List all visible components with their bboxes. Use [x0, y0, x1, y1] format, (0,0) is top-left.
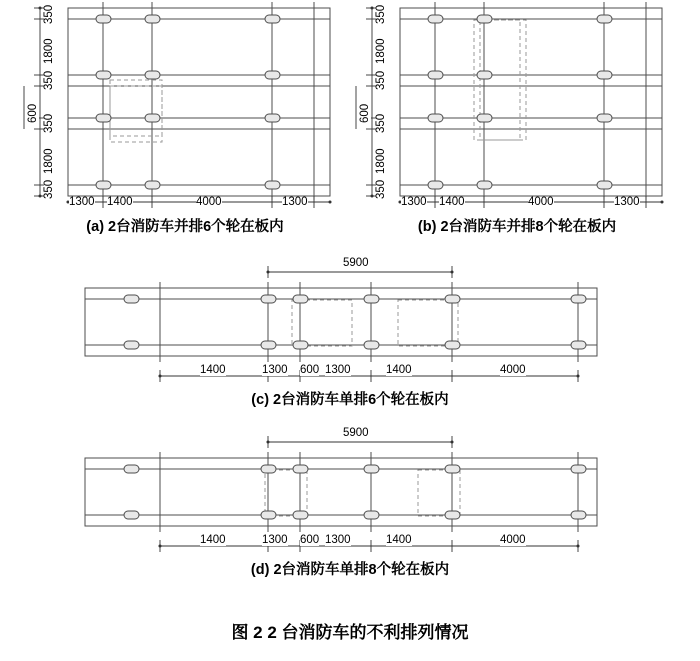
panel-c-dim-1400-left: 1400	[200, 364, 226, 376]
panel-a-vdim-350-1: 350	[43, 4, 55, 24]
panel-b-vdim-1800-2: 1800	[375, 148, 387, 174]
panel-a-vdim-600: 600	[27, 103, 39, 123]
panel-c-dim-1400-right: 1400	[386, 364, 412, 376]
panel-a-dim-1400: 1400	[107, 196, 133, 208]
panel-b-vdim-350-4: 350	[375, 179, 387, 199]
panel-d-dim-4000: 4000	[500, 534, 526, 546]
panel-a-vdim-1800-2: 1800	[43, 148, 55, 174]
panel-c-caption: (c) 2台消防车单排6个轮在板内	[251, 392, 449, 408]
panel-c-dim-1300-right: 1300	[325, 364, 351, 376]
panel-d-caption: (d) 2台消防车单排8个轮在板内	[250, 562, 450, 578]
panel-c-dim-4000: 4000	[500, 364, 526, 376]
panel-a-dim-1300-left: 1300	[69, 196, 95, 208]
panel-a-vdim-350-4: 350	[43, 179, 55, 199]
panel-b-vdim-350-1: 350	[375, 4, 387, 24]
panel-b-dim-1300-left: 1300	[401, 196, 427, 208]
panel-c-span-5900: 5900	[343, 257, 369, 269]
panel-b-dim-1300-right: 1300	[614, 196, 640, 208]
panel-b-dim-4000: 4000	[528, 196, 554, 208]
panel-c-dim-600: 600	[300, 364, 320, 376]
panel-b-vdim-600: 600	[359, 103, 371, 123]
panel-c-dim-1300-left: 1300	[262, 364, 288, 376]
panel-a-caption: (a) 2台消防车并排6个轮在板内	[86, 219, 284, 235]
panel-a-dim-4000: 4000	[196, 196, 222, 208]
panel-a-vdim-350-3: 350	[43, 113, 55, 133]
panel-a-vdim-350-2: 350	[43, 70, 55, 90]
panel-d-dim-1400-left: 1400	[200, 534, 226, 546]
panel-d-dim-1300-right: 1300	[325, 534, 351, 546]
panel-b-vdim-350-2: 350	[375, 70, 387, 90]
panel-b-dim-1400: 1400	[439, 196, 465, 208]
figure-caption: 图 2 2 台消防车的不利排列情况	[231, 623, 469, 642]
panel-b-vdim-350-3: 350	[375, 113, 387, 133]
panel-a-vdim-1800-1: 1800	[43, 38, 55, 64]
panel-d-dim-600: 600	[300, 534, 320, 546]
panel-d-dim-1400-right: 1400	[386, 534, 412, 546]
panel-b-vdim-1800-1: 1800	[375, 38, 387, 64]
panel-d-dim-1300-left: 1300	[262, 534, 288, 546]
panel-b-caption: (b) 2台消防车并排8个轮在板内	[417, 219, 617, 235]
panel-a-dim-1300-right: 1300	[282, 196, 308, 208]
panel-d-span-5900: 5900	[343, 427, 369, 439]
